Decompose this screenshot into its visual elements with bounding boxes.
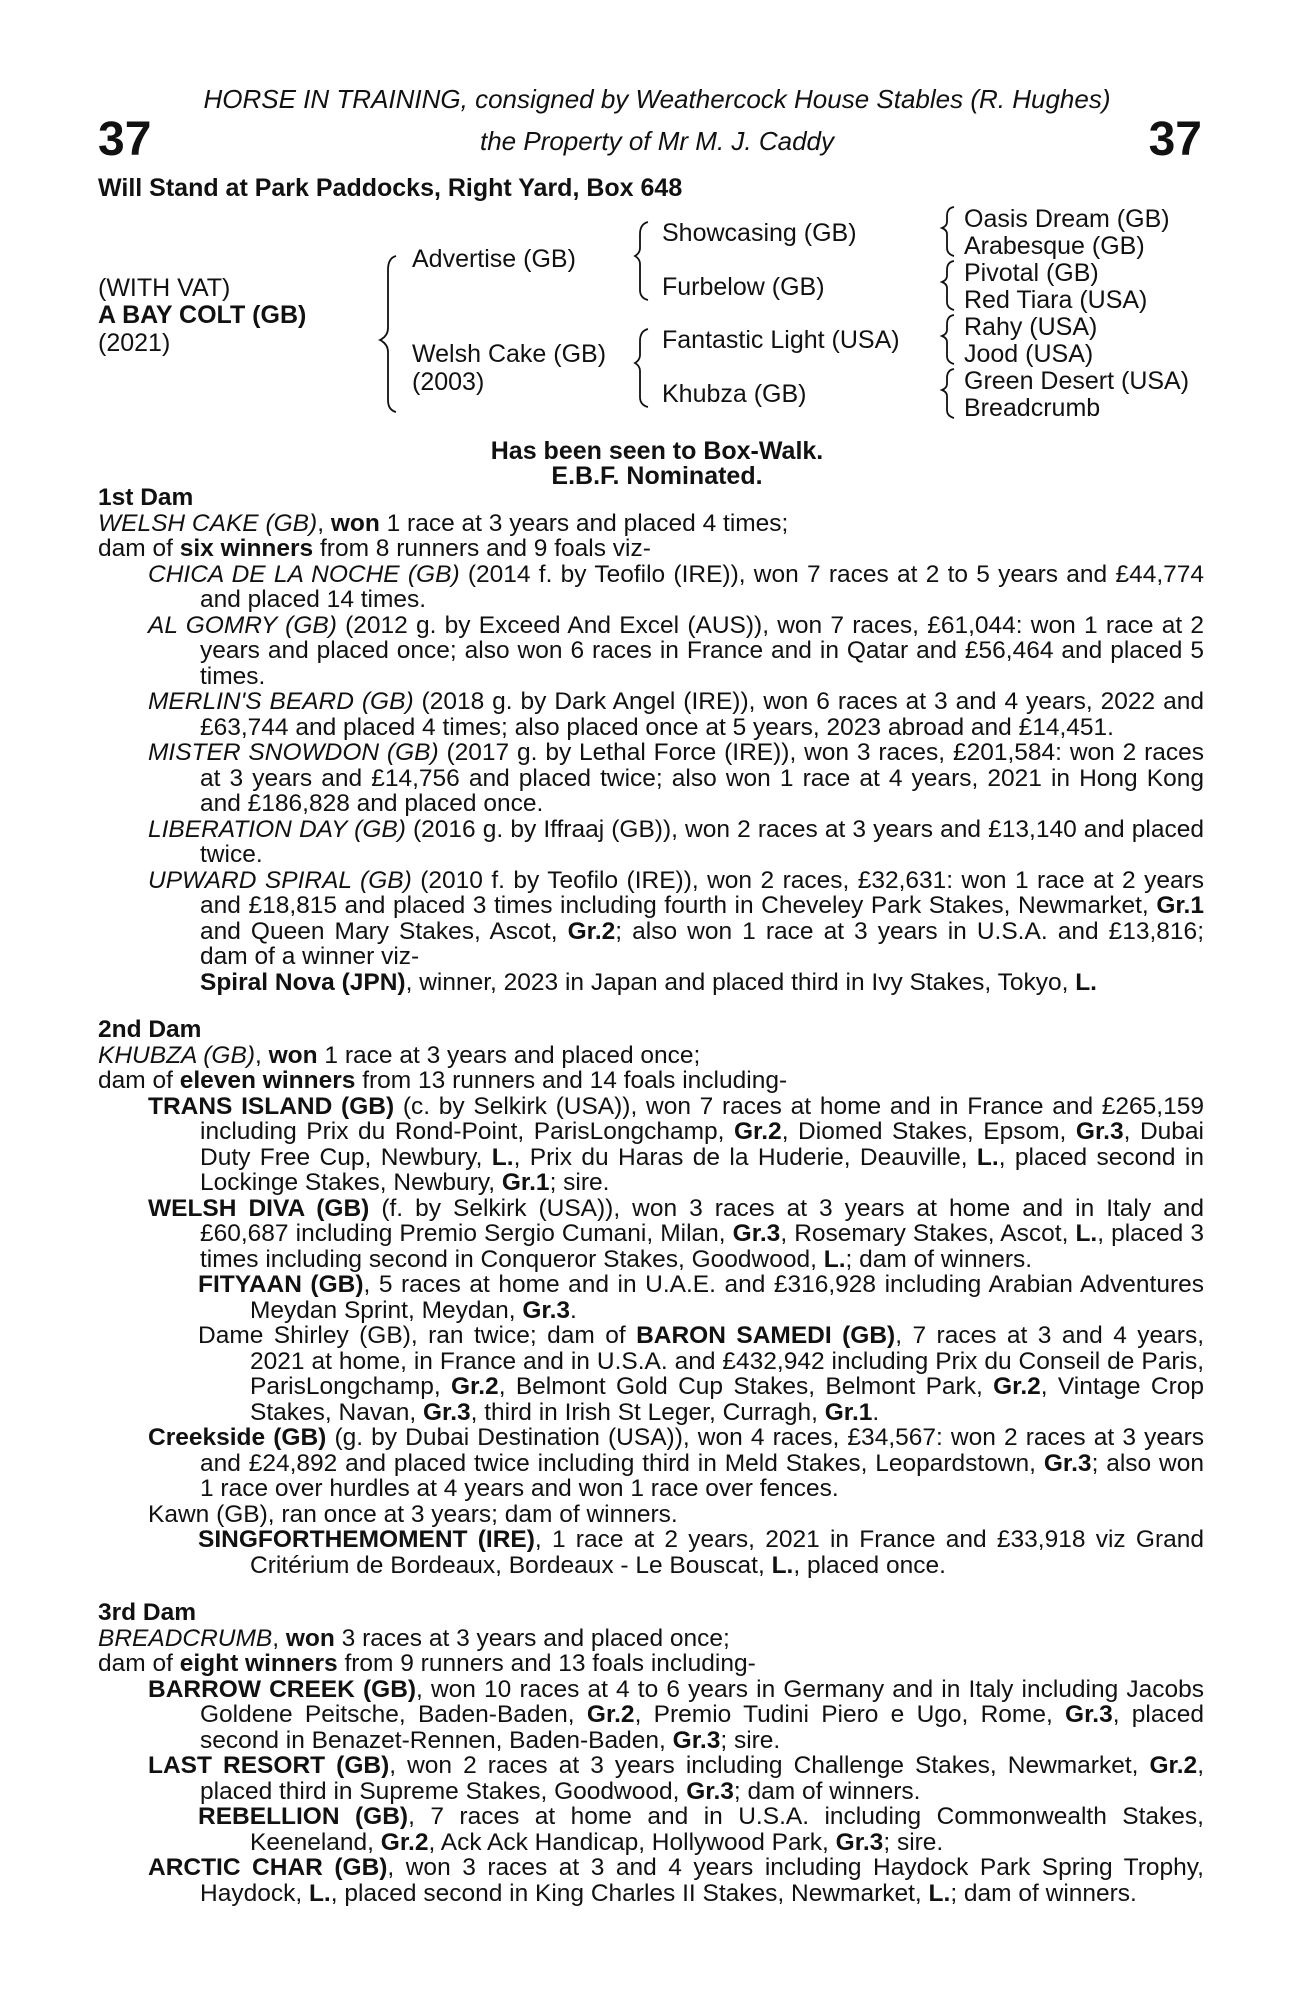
foaling-year: (2021) (98, 329, 171, 357)
list-item: Dame Shirley (GB), ran twice; dam of BARON SAMEDI (GB), 7 races at 3 and 4 years, 2021 at home, in France and in U.S.A. and £432,942 including Prix du Conseil de Paris, ParisLongchamp, Gr.2, Belmont Gold Cup Stakes, Belmont Park, Gr.2, Vintage Crop Stakes, Navan, Gr.3, third in Irish St Leger, Curragh, Gr.1. (198, 1322, 1204, 1426)
second-dam-heading: 2nd Dam (98, 1016, 202, 1043)
sds: Pivotal (GB) (964, 259, 1099, 287)
dds: Green Desert (USA) (964, 367, 1190, 395)
third-dam-section (98, 1600, 1204, 1906)
first-dam-heading: 1st Dam (98, 484, 194, 511)
list-item: WELSH DIVA (GB) (f. by Selkirk (USA)), won 3 races at 3 years at home and in Italy and £60,687 including Premio Sergio Cumani, Milan, Gr.3, Rosemary Stakes, Ascot, L., placed 3 times including second in Conqueror Stakes, Goodwood, L.; dam of winners. (148, 1194, 1204, 1273)
property-line: the Property of Mr M. J. Caddy (479, 126, 834, 156)
second-dam-section (98, 1017, 1204, 1578)
list-item: LAST RESORT (GB), won 2 races at 3 years including Challenge Stakes, Newmarket, Gr.2, placed third in Supreme Stakes, Goodwood, Gr.3; dam of winners. (148, 1752, 1204, 1805)
list-item: Kawn (GB), ran once at 3 years; dam of winners. (148, 1500, 678, 1528)
pedigree-brackets (0, 0, 1314, 460)
lot-number-right: 37 (1148, 113, 1202, 166)
consignor-line: HORSE IN TRAINING, consigned by Weathercock House Stables (R. Hughes) (203, 84, 1111, 114)
list-item: MERLIN'S BEARD (GB) (2018 g. by Dark Angel (IRE)), won 6 races at 3 and 4 years, 2022 and £63,744 and placed 4 times; also placed once at 5 years, 2023 abroad and £14,451. (148, 688, 1204, 741)
dam-dam: Khubza (GB) (662, 380, 807, 408)
sire-dam: Furbelow (GB) (662, 273, 825, 301)
list-item: CHICA DE LA NOCHE (GB) (2014 f. by Teofilo (IRE)), won 7 races at 2 to 5 years and £44,774 and placed 14 times. (148, 560, 1205, 613)
first-dam-intro: WELSH CAKE (GB), won 1 race at 3 years and placed 4 times; (98, 509, 789, 537)
stand-location: Will Stand at Park Paddocks, Right Yard, Box 648 (98, 174, 683, 202)
dam-year: (2003) (412, 368, 485, 396)
list-item: LIBERATION DAY (GB) (2016 g. by Iffraaj (GB)), won 2 races at 3 years and £13,140 and placed twice. (148, 815, 1204, 868)
first-dam-produce: dam of six winners from 8 runners and 9 foals viz- (98, 535, 651, 562)
sdd: Red Tiara (USA) (964, 286, 1148, 314)
first-dam-section (98, 485, 1204, 995)
list-item: TRANS ISLAND (GB) (c. by Selkirk (USA)), won 7 races at home and in France and £265,159 including Prix du Rond-Point, ParisLongchamp, Gr.2, Diomed Stakes, Epsom, Gr.3, Dubai Duty Free Cup, Newbury, L., Prix du Haras de la Huderie, Deauville, L., placed second in Lockinge Stakes, Newbury, Gr.1; sire. (148, 1092, 1204, 1196)
second-dam-produce: dam of eleven winners from 13 runners and 14 foals including- (98, 1067, 788, 1094)
list-item: FITYAAN (GB), 5 races at home and in U.A.E. and £316,928 including Arabian Adventures Meydan Sprint, Meydan, Gr.3. (198, 1271, 1204, 1324)
third-dam-heading: 3rd Dam (98, 1599, 197, 1626)
dss: Rahy (USA) (964, 313, 1098, 341)
horse-name: A BAY COLT (GB) (98, 301, 307, 329)
sss: Oasis Dream (GB) (964, 205, 1170, 233)
third-dam-intro: BREADCRUMB, won 3 races at 3 years and placed once; (98, 1624, 730, 1652)
list-item: Creekside (GB) (g. by Dubai Destination (USA)), won 4 races, £34,567: won 2 races at 3 years and £24,892 and placed twice including third in Meld Stakes, Leopardstown, Gr.3; also won 1 race over hurdles at 4 years and won 1 race over fences. (148, 1424, 1204, 1502)
list-item: UPWARD SPIRAL (GB) (2010 f. by Teofilo (IRE)), won 2 races, £32,631: won 1 race at 2 years and £18,815 and placed 3 times including fourth in Cheveley Park Stakes, Newmarket, Gr.1 and Queen Mary Stakes, Ascot, Gr.2; also won 1 race at 3 years in U.S.A. and £13,816; dam of a winner viz- (148, 866, 1204, 970)
dsd: Jood (USA) (964, 340, 1094, 368)
ddd: Breadcrumb (964, 394, 1101, 422)
list-item: BARROW CREEK (GB), won 10 races at 4 to 6 years in Germany and in Italy including Jacobs Goldene Peitsche, Baden-Baden, Gr.2, Premio Tudini Piero e Ugo, Rome, Gr.3, placed second in Benazet-Rennen, Baden-Baden, Gr.3; sire. (148, 1675, 1204, 1754)
ssd: Arabesque (GB) (964, 232, 1145, 260)
list-item: REBELLION (GB), 7 races at home and in U.S.A. including Commonwealth Stakes, Keeneland, Gr.2, Ack Ack Handicap, Hollywood Park, Gr.3; sire. (198, 1803, 1204, 1856)
note-box-walk: Has been seen to Box-Walk. (490, 437, 824, 465)
sire-sire: Showcasing (GB) (662, 219, 857, 247)
list-item: ARCTIC CHAR (GB), won 3 races at 3 and 4 years including Haydock Park Spring Trophy, Haydock, L., placed second in King Charles II Stakes, Newmarket, L.; dam of winners. (148, 1854, 1204, 1907)
list-item: MISTER SNOWDON (GB) (2017 g. by Lethal Force (IRE)), won 3 races, £201,584: won 2 races at 3 years and £14,756 and placed twice; also won 1 race at 4 years, 2021 in Hong Kong and £186,828 and placed once. (148, 739, 1205, 817)
vat-note: (WITH VAT) (98, 274, 231, 302)
second-dam-intro: KHUBZA (GB), won 1 race at 3 years and placed once; (98, 1041, 701, 1069)
lot-number-left: 37 (98, 113, 152, 166)
dam-sire: Fantastic Light (USA) (662, 326, 900, 354)
list-item: SINGFORTHEMOMENT (IRE), 1 race at 2 years, 2021 in France and £33,918 viz Grand Critérium de Bordeaux, Bordeaux - Le Bouscat, L., placed once. (198, 1526, 1204, 1579)
note-ebf: E.B.F. Nominated. (551, 462, 763, 490)
list-item: Spiral Nova (JPN), winner, 2023 in Japan and placed third in Ivy Stakes, Tokyo, L. (200, 968, 1097, 996)
list-item: AL GOMRY (GB) (2012 g. by Exceed And Excel (AUS)), won 7 races, £61,044: won 1 race at 2 years and placed once; also won 6 races in France and in Qatar and £56,464 and placed 5 times. (148, 611, 1204, 690)
dam: Welsh Cake (GB) (412, 340, 607, 368)
sire: Advertise (GB) (412, 245, 576, 273)
third-dam-produce: dam of eight winners from 9 runners and 13 foals including- (98, 1650, 756, 1677)
